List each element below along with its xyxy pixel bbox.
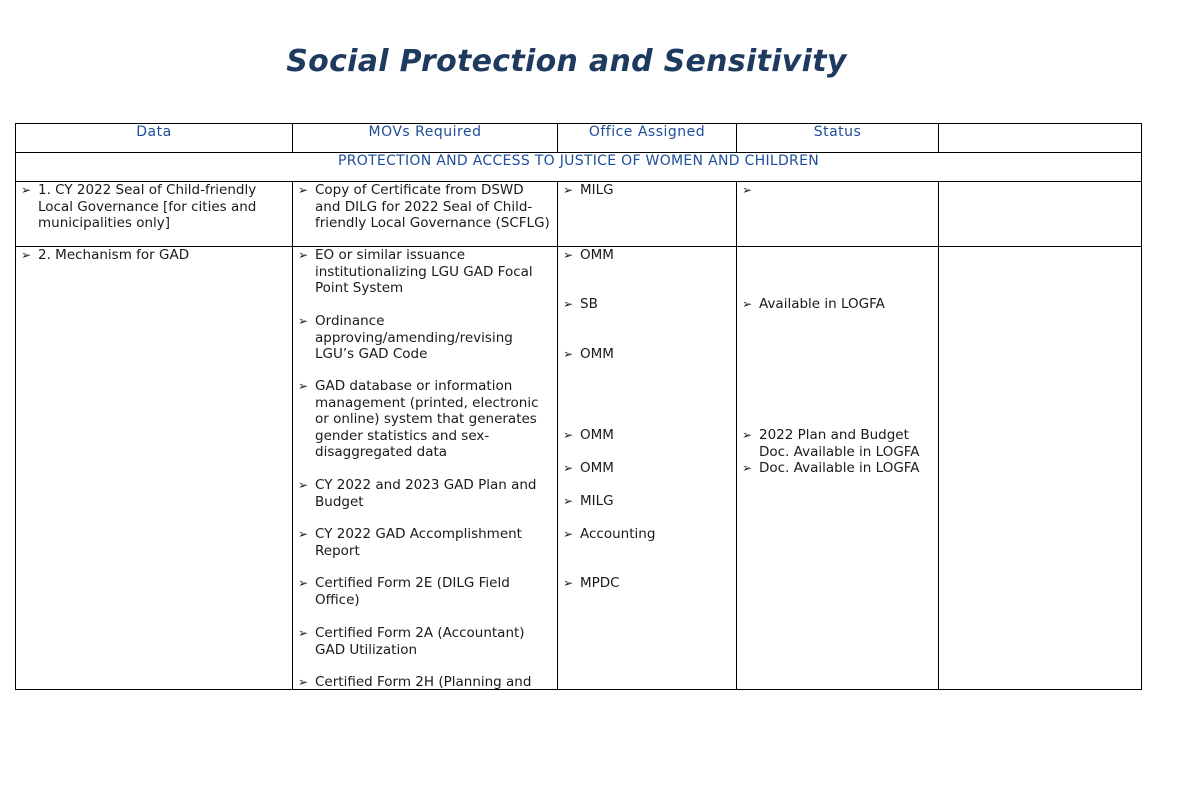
mov-item: ➢ CY 2022 and 2023 GAD Plan and Budget bbox=[298, 477, 537, 510]
office-cell bbox=[558, 182, 737, 247]
office-item: ➢ MPDC bbox=[563, 575, 620, 591]
arrow-bullet-icon: ➢ bbox=[742, 428, 753, 442]
arrow-bullet-icon: ➢ bbox=[742, 297, 753, 311]
header-row bbox=[16, 124, 1142, 153]
mov-item: ➢ Certified Form 2A (Accountant) GAD Utilization bbox=[298, 625, 525, 658]
status-cell bbox=[737, 247, 939, 690]
data-cell bbox=[16, 182, 293, 247]
office-item: ➢ OMM bbox=[563, 247, 614, 263]
arrow-bullet-icon: ➢ bbox=[563, 248, 574, 262]
arrow-bullet-icon: ➢ bbox=[298, 183, 309, 197]
status-item: ➢ Doc. Available in LOGFA bbox=[742, 460, 920, 476]
mov-item: ➢ CY 2022 GAD Accomplishment Report bbox=[298, 526, 522, 559]
header-status: Status bbox=[737, 124, 939, 153]
checklist-table bbox=[15, 123, 1142, 690]
arrow-bullet-icon: ➢ bbox=[298, 527, 309, 541]
blank-cell bbox=[939, 182, 1142, 247]
arrow-bullet-icon: ➢ bbox=[298, 379, 309, 393]
mov-item: ➢ Ordinance approving/amending/revising LGU’s GAD Code bbox=[298, 313, 513, 362]
mov-item: ➢ Certified Form 2E (DILG Field Office) bbox=[298, 575, 510, 608]
arrow-bullet-icon: ➢ bbox=[563, 461, 574, 475]
arrow-bullet-icon: ➢ bbox=[21, 183, 32, 197]
arrow-bullet-icon: ➢ bbox=[298, 626, 309, 640]
office-item: ➢ OMM bbox=[563, 460, 614, 476]
status-item: ➢ Available in LOGFA bbox=[742, 296, 885, 312]
arrow-bullet-icon: ➢ bbox=[563, 428, 574, 442]
header-blank bbox=[939, 124, 1142, 153]
office-item: ➢ OMM bbox=[563, 427, 614, 443]
status-cell bbox=[737, 182, 939, 247]
header-office-assigned: Office Assigned bbox=[558, 124, 737, 153]
status-item: ➢ 2022 Plan and Budget Doc. Available in LOGFA bbox=[742, 427, 920, 460]
arrow-bullet-icon: ➢ bbox=[298, 675, 309, 689]
mov-item: ➢ EO or similar issuance institutionalizing LGU GAD Focal Point System bbox=[298, 247, 533, 296]
arrow-bullet-icon: ➢ bbox=[298, 314, 309, 328]
mov-text: Copy of Certificate from DSWD and DILG for 2022 Seal of Child-friendly Local Governance (SCFLG) bbox=[315, 182, 550, 231]
office-text: MILG bbox=[580, 182, 614, 198]
header-data: Data bbox=[16, 124, 293, 153]
data-cell bbox=[16, 247, 293, 690]
office-item: ➢ MILG bbox=[563, 493, 614, 509]
data-text: 2. Mechanism for GAD bbox=[38, 247, 190, 263]
arrow-bullet-icon: ➢ bbox=[298, 478, 309, 492]
arrow-bullet-icon: ➢ bbox=[298, 248, 309, 262]
office-item: ➢ SB bbox=[563, 296, 598, 312]
table-row bbox=[16, 182, 1142, 247]
header-movs-required: MOVs Required bbox=[293, 124, 558, 153]
arrow-bullet-icon: ➢ bbox=[563, 527, 574, 541]
mov-cell bbox=[293, 247, 558, 690]
arrow-bullet-icon: ➢ bbox=[563, 576, 574, 590]
arrow-bullet-icon: ➢ bbox=[563, 494, 574, 508]
mov-item: ➢ Certified Form 2H (Planning and bbox=[298, 674, 532, 689]
arrow-bullet-icon: ➢ bbox=[742, 461, 753, 475]
page-title: Social Protection and Sensitivity bbox=[286, 44, 847, 79]
table-row bbox=[16, 247, 1142, 690]
data-text: 1. CY 2022 Seal of Child-friendly Local Governance [for cities and municipalities only] bbox=[38, 182, 257, 231]
section-title: PROTECTION AND ACCESS TO JUSTICE OF WOMEN AND CHILDREN bbox=[16, 153, 1142, 182]
blank-cell bbox=[939, 247, 1142, 690]
arrow-bullet-icon: ➢ bbox=[742, 183, 753, 197]
arrow-bullet-icon: ➢ bbox=[563, 347, 574, 361]
arrow-bullet-icon: ➢ bbox=[563, 297, 574, 311]
arrow-bullet-icon: ➢ bbox=[563, 183, 574, 197]
section-row bbox=[16, 153, 1142, 182]
office-cell bbox=[558, 247, 737, 690]
arrow-bullet-icon: ➢ bbox=[21, 248, 32, 262]
office-item: ➢ OMM bbox=[563, 346, 614, 362]
mov-cell bbox=[293, 182, 558, 247]
office-item: ➢ Accounting bbox=[563, 526, 656, 542]
arrow-bullet-icon: ➢ bbox=[298, 576, 309, 590]
mov-item: ➢ GAD database or information management (printed, electronic or online) system that generates gender statistics and sex-disaggregated data bbox=[298, 378, 539, 460]
